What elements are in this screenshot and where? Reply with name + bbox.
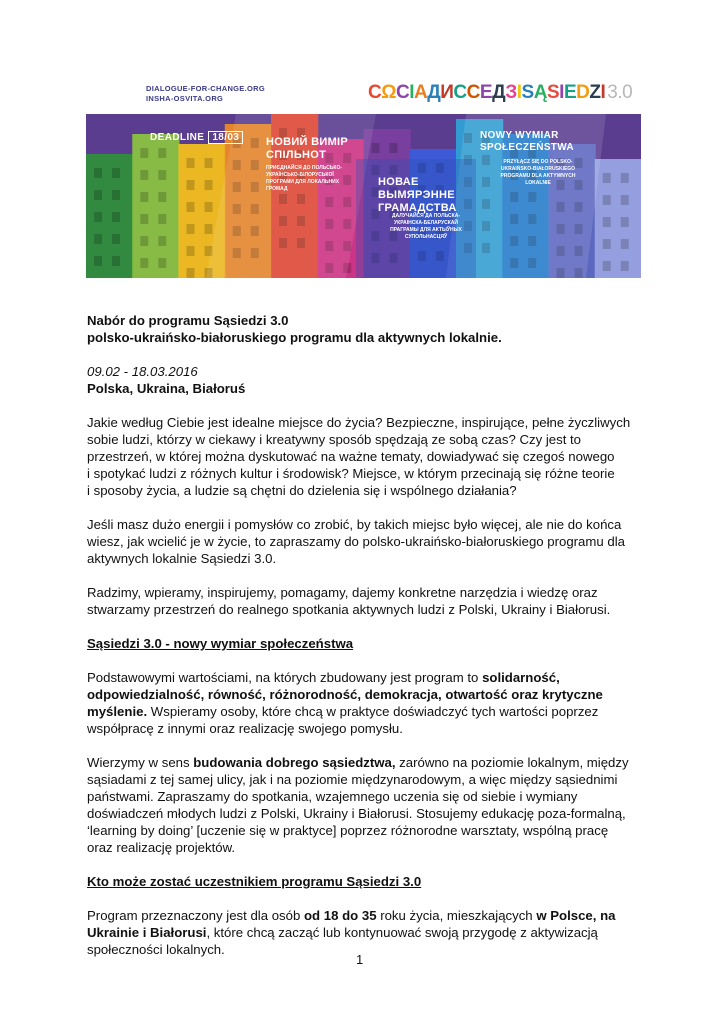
banner-window bbox=[603, 173, 611, 183]
banner-window bbox=[187, 224, 195, 234]
logo-letter: I bbox=[600, 82, 606, 103]
banner-building bbox=[86, 154, 133, 278]
paragraph-4-line-1 bbox=[87, 669, 647, 686]
banner-window bbox=[94, 190, 102, 200]
logo-letter: I bbox=[516, 82, 522, 103]
paragraph-5-line-6: oraz realizację projektów. bbox=[87, 840, 236, 855]
p4-text-b: Wspieramy osoby, które chcą w praktyce doświadczyć tych wartości poprzez bbox=[147, 704, 599, 719]
partner-links bbox=[146, 84, 265, 104]
paragraph-3-line-2: stwarzamy przestrzeń do realnego spotkania aktywnych ludzi z Polski, Ukrainy i Białorusi. bbox=[87, 602, 611, 617]
paragraph-5-line-1 bbox=[87, 754, 647, 771]
banner-window bbox=[621, 261, 629, 271]
banner-window bbox=[140, 258, 148, 268]
banner-window bbox=[187, 158, 195, 168]
banner-by-title-line-3: ГРАМАДСТВА bbox=[378, 202, 457, 214]
banner-window bbox=[94, 212, 102, 222]
partner-link-insha-osvita[interactable]: INSHA-OSVITA.ORG bbox=[146, 94, 224, 103]
logo-letter: З bbox=[505, 82, 517, 103]
banner-window bbox=[158, 258, 166, 268]
logo-letter: Д bbox=[427, 82, 441, 103]
logo-letter: C bbox=[368, 82, 382, 103]
banner-window bbox=[205, 224, 213, 234]
banner-window bbox=[621, 239, 629, 249]
banner-window bbox=[158, 214, 166, 224]
section-heading-who-can-participate: Kto może zostać uczestnikiem programu Sąsiedzi 3.0 bbox=[87, 874, 422, 889]
banner-by-subtitle: ДАЛУЧАЙСЯ ДА ПОЛЬСКА-УКРАІНСКА-БЕЛАРУСКАЙ ПРАГРАМЫ ДЛЯ АКТЫЎНЫХ СУПОЛЬНАСЦЯЎ bbox=[390, 213, 462, 240]
p6-bold-b: w Polsce, na bbox=[536, 908, 616, 923]
paragraph-1-line-1: Jakie według Ciebie jest idealne miejsce do życia? Bezpieczne, inspirujące, pełne życzliwych bbox=[87, 415, 631, 430]
banner-window bbox=[603, 217, 611, 227]
banner-window bbox=[158, 170, 166, 180]
sasiedzi-logo-letters bbox=[368, 82, 605, 103]
banner-window bbox=[140, 236, 148, 246]
banner-window bbox=[112, 212, 120, 222]
doc-title-line-1 bbox=[87, 312, 647, 329]
p4-text-a: Podstawowymi wartościami, na których zbudowany jest program to bbox=[87, 670, 483, 685]
banner-window bbox=[621, 195, 629, 205]
p6-bold-a: od 18 do 35 bbox=[303, 908, 377, 923]
banner-by-title bbox=[378, 176, 457, 215]
banner-window bbox=[112, 256, 120, 266]
banner-by-title-line-2: ВЫМЯРЭННЕ bbox=[378, 189, 455, 201]
partner-link-dialogue[interactable]: DIALOGUE-FOR-CHANGE.ORG bbox=[146, 84, 265, 93]
doc-countries-text: Polska, Ukraina, Białoruś bbox=[87, 381, 246, 396]
deadline-text: DEADLINE bbox=[150, 132, 205, 143]
banner-window bbox=[112, 168, 120, 178]
logo-letter: C bbox=[395, 82, 410, 103]
banner-pl-title-line-2: SPOŁECZEŃSTWA bbox=[480, 142, 574, 153]
paragraph-2-line-1: Jeśli masz dużo energii i pomysłów co zrobić, by takich miejsc było więcej, ale nie do końca bbox=[87, 517, 622, 532]
paragraph-5-line-5: ‘learning by doing’ [uczenie się w praktyce] poprzez różnorodne warsztaty, wspólną pracę bbox=[87, 823, 609, 838]
logo-letter: I bbox=[559, 82, 564, 103]
banner-window bbox=[94, 256, 102, 266]
paragraph-6-line-3: społeczności lokalnych. bbox=[87, 942, 225, 957]
logo-letter: И bbox=[440, 82, 454, 103]
paragraph-1-line-5: i sposoby życia, a ludzie są chętni do dzielenia się i wspólnego działania? bbox=[87, 483, 517, 498]
paragraph-1-line-2: sobie ludzi, którzy w ciekawy i kreatywny sposób spędzają ze sobą czas? Czy jest to bbox=[87, 432, 582, 447]
paragraph-5-line-2: sąsiadami z tej samej ulicy, jak i na poziomie międzynarodowym, a więc między sąsiednimi bbox=[87, 772, 618, 787]
p4-bold-a: solidarność, bbox=[482, 670, 560, 685]
p5-text-a: Wierzymy w sens bbox=[87, 755, 194, 770]
banner-window bbox=[94, 168, 102, 178]
logo-letter: Ω bbox=[381, 82, 396, 103]
banner-window bbox=[390, 143, 398, 153]
banner-window bbox=[112, 190, 120, 200]
logo-letter: C bbox=[466, 82, 480, 103]
p5-text-b: zarówno na poziomie lokalnym, między bbox=[395, 755, 629, 770]
logo-letter: S bbox=[521, 82, 534, 103]
banner-window bbox=[140, 192, 148, 202]
logo-letter: S bbox=[546, 82, 560, 103]
banner-window bbox=[158, 236, 166, 246]
banner-window bbox=[205, 180, 213, 190]
paragraph-4-line-4: współpracę z innymi oraz realizację swojego pomysłu. bbox=[87, 721, 403, 736]
paragraph-1-line-4: i spotykać ludzi z różnych kultur i środowisk? Miejsce, w którym przecinają się różne teorie bbox=[87, 466, 615, 481]
p6-text-c: , które chcą zacząć lub kontynuować swoją przygodę z aktywizacją bbox=[206, 925, 598, 940]
logo-letter: E bbox=[563, 82, 577, 103]
banner-ua-subtitle: ПРИЄДНАЙСЯ ДО ПОЛЬСЬКО-УКРАЇНСЬКО-БІЛОРУСЬКОЇ ПРОГРАМИ ДЛЯ ЛОКАЛЬНИХ ГРОМАД bbox=[266, 165, 343, 192]
deadline-date: 18/03 bbox=[208, 131, 243, 144]
banner-pl-title-line-1: NOWY WYMIAR bbox=[480, 130, 559, 141]
program-banner bbox=[86, 114, 641, 278]
banner-ua-title bbox=[266, 136, 348, 162]
paragraph-4-line-3 bbox=[87, 703, 647, 720]
logo-letter: A bbox=[413, 82, 428, 103]
section-heading-new-dimension: Sąsiedzi 3.0 - nowy wymiar społeczeństwa bbox=[87, 636, 354, 651]
banner-pl-subtitle: PRZYŁĄCZ SIĘ DO POLSKO-UKRAIŃSKO-BIAŁORUSKIEGO PROGRAMU DLA AKTYWNYCH LOKALNIE bbox=[500, 159, 576, 186]
banner-window bbox=[187, 246, 195, 256]
banner-window bbox=[140, 170, 148, 180]
paragraph-6-line-1 bbox=[87, 907, 647, 924]
p4-bold-b: odpowiedzialność, równość, różnorodność, demokracja, otwartość oraz krytyczne bbox=[87, 687, 603, 702]
banner-pl-title bbox=[480, 130, 574, 154]
banner-window bbox=[158, 192, 166, 202]
logo-letter: Ą bbox=[533, 82, 547, 103]
doc-dates: 09.02 - 18.03.2016 bbox=[87, 364, 198, 379]
banner-window bbox=[372, 143, 380, 153]
logo-letter: Д bbox=[492, 82, 506, 103]
banner-building bbox=[132, 134, 179, 278]
banner-by-title-line-1: НОВАЕ bbox=[378, 176, 419, 188]
banner-window bbox=[621, 173, 629, 183]
logo-letter: C bbox=[453, 82, 467, 103]
banner-window bbox=[94, 234, 102, 244]
paragraph-5-line-3: państwami. Zapraszamy do spotkania, wzajemnego uczenia się od siebie i wymiany bbox=[87, 789, 578, 804]
p6-text-b: roku życia, mieszkających bbox=[376, 908, 537, 923]
sasiedzi-logo bbox=[368, 82, 632, 104]
document-body bbox=[87, 312, 647, 958]
banner-ua-title-line-2: СПІЛЬНОТ bbox=[266, 149, 327, 161]
doc-title-line-2 bbox=[87, 329, 647, 346]
banner-window bbox=[187, 180, 195, 190]
p5-bold-a: budowania dobrego sąsiedztwa, bbox=[193, 755, 396, 770]
banner-window bbox=[140, 214, 148, 224]
banner-window bbox=[140, 148, 148, 158]
logo-letter: Z bbox=[589, 82, 601, 103]
banner-building bbox=[595, 159, 641, 278]
banner-window bbox=[205, 158, 213, 168]
deadline-label bbox=[150, 132, 243, 143]
paragraph-4-line-2 bbox=[87, 686, 647, 703]
page-number: 1 bbox=[356, 952, 364, 967]
paragraph-1-line-3: przestrzeń, w której można dyskutować na ważne tematy, dowiadywać się czegoś nowego bbox=[87, 449, 615, 464]
banner-window bbox=[603, 239, 611, 249]
p4-bold-c: myślenie. bbox=[87, 704, 148, 719]
banner-window bbox=[187, 202, 195, 212]
banner-window bbox=[603, 261, 611, 271]
banner-window bbox=[158, 148, 166, 158]
sasiedzi-logo-version: 3.0 bbox=[607, 82, 633, 103]
banner-window bbox=[621, 217, 629, 227]
banner-ua-title-line-1: НОВИЙ ВИМІР bbox=[266, 136, 349, 148]
p6-bold-c: Ukrainie i Białorusi bbox=[87, 925, 207, 940]
logo-letter: D bbox=[576, 82, 590, 103]
paragraph-2-line-3: aktywnych lokalnie Sąsiedzi 3.0. bbox=[87, 551, 277, 566]
paragraph-6-line-2 bbox=[87, 924, 647, 941]
doc-title-2-text: polsko-ukraińsko-białoruskiego programu dla aktywnych lokalnie. bbox=[87, 330, 502, 345]
banner-window bbox=[603, 195, 611, 205]
paragraph-3-line-1: Radzimy, wpieramy, inspirujemy, pomagamy, dajemy konkretne narzędzia i wiedzę oraz bbox=[87, 585, 598, 600]
logo-letter: I bbox=[409, 82, 414, 103]
logo-letter: E bbox=[479, 82, 493, 103]
doc-title-1-text: Nabór do programu Sąsiedzi 3.0 bbox=[87, 313, 289, 328]
doc-countries bbox=[87, 380, 647, 397]
banner-window bbox=[205, 202, 213, 212]
paragraph-2-line-2: wiesz, jak wcielić je w życie, to zapraszamy do polsko-ukraińsko-białoruskiego programu dla bbox=[87, 534, 625, 549]
banner-window bbox=[112, 234, 120, 244]
banner-window bbox=[187, 268, 195, 278]
paragraph-5-line-4: doświadczeń młodych ludzi z Polski, Ukrainy i Białorusi. Stosujemy edukację poza-formalną, bbox=[87, 806, 626, 821]
p6-text-a: Program przeznaczony jest dla osób bbox=[87, 908, 304, 923]
